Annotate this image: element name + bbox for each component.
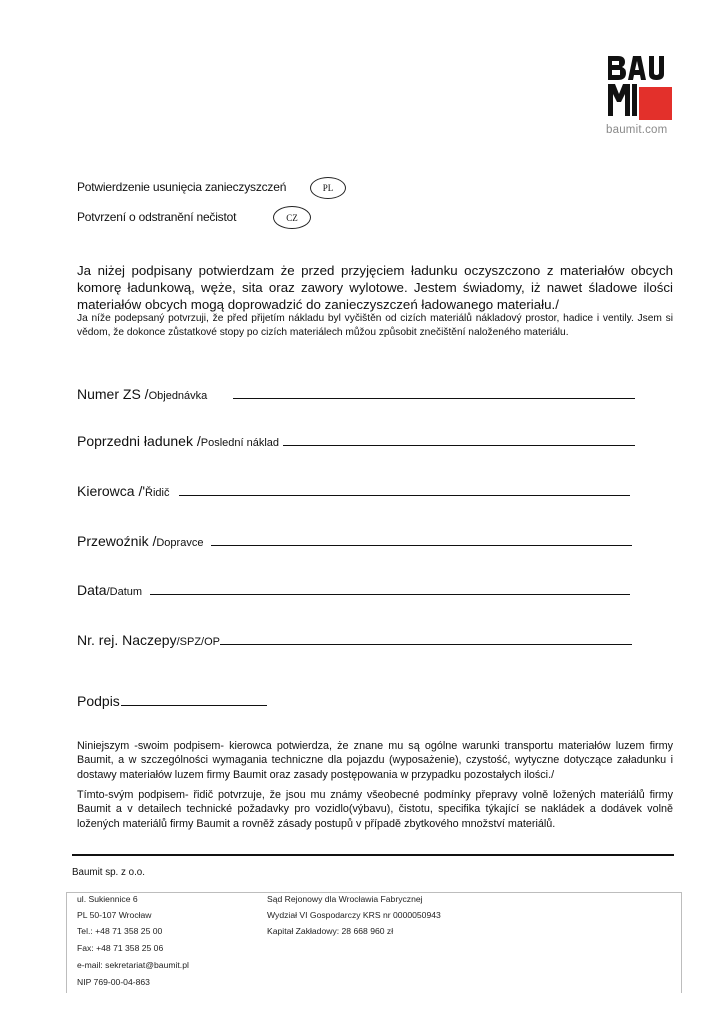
field-driver [77,483,630,499]
badge-cz: CZ [273,206,311,229]
footer-court: Sąd Rejonowy dla Wrocławia Fabrycznej [267,894,423,904]
footer-nip: NIP 769-00-04-863 [77,977,150,987]
field-label: Numer ZS / [77,386,149,402]
field-label: Nr. rej. Naczepy [77,632,177,648]
field-label: Kierowca /' [77,483,146,499]
statement-text-cz: Tímto-svým podpisem- řidič potvrzuje, že jsou mu známy všeobecné podmínky přepravy volně ložených materiálů firmy Baumit a v detailech technické požadavky pro vozidlo(výbavu), čistotu, specifika týkající se nakládek a dodávek volně ložených materiálů firmy Baumit a rovněž zásady postupů v případě zbytkového množství materiálů. [77,789,673,830]
intro-text-cz: Ja níže podepsaný potvrzuji, že před přijetím nákladu byl vyčištěn od cizích materiálů nákladový prostor, hadice i ventily. Jsem si vědom, že dokonce zůstatkové stopy po cizích materiálech můžou způsobit znečištění naloženého materiálu. [77,313,673,338]
field-input-line[interactable] [283,433,635,446]
field-signature [77,693,267,709]
intro-text-pl: Ja niżej podpisany potwierdzam że przed przyjęciem ładunku oczyszczono z materiałów obcych komorę ładunkową, węże, sita oraz zawory wylotowe. Jestem świadomy, iż nawet śladowe ilości materiałów obcych mogą doprowadzić do zanieczyszczeń ładowanego materiału./ [77,263,673,312]
field-sublabel: Objednávka [148,390,208,402]
field-input-line[interactable] [233,386,635,399]
field-date [77,582,630,598]
footer-email: e-mail: sekretariat@baumit.pl [77,960,189,970]
title-pl: Potwierdzenie usunięcia zanieczyszczeń [77,180,287,194]
field-sublabel: /SPZ/OP [176,636,220,648]
field-label: Przewoźnik / [77,533,157,549]
field-label: Podpis [77,693,120,709]
logo-url: baumit.com [606,124,668,136]
field-input-line[interactable] [211,533,632,546]
field-input-line[interactable] [150,582,630,595]
field-carrier [77,533,632,549]
title-cz: Potvrzení o odstranění nečistot [77,210,237,224]
field-label: Poprzedni ładunek / [77,433,201,449]
field-input-line[interactable] [220,632,632,645]
footer-phone: Tel.: +48 71 358 25 00 [77,926,163,936]
baumit-logo [606,54,672,120]
field-previous-load [77,433,635,449]
field-sublabel: Poslední náklad [200,437,280,449]
footer-fax: Fax: +48 71 358 25 06 [77,943,164,953]
footer-rule [72,854,674,856]
field-order-number [77,386,635,402]
field-label: Data [77,582,107,598]
logo-red-square [639,87,672,120]
footer-address: ul. Sukiennice 6 [77,894,138,904]
field-input-line[interactable] [179,483,630,496]
field-trailer-reg [77,632,632,648]
field-sublabel: Dopravce [156,537,204,549]
footer-company-name: Baumit sp. z o.o. [72,867,145,878]
field-sublabel: Řidič [145,487,170,499]
footer-krs: Wydział VI Gospodarczy KRS nr 0000050943 [267,910,441,920]
signature-input-line[interactable] [121,693,267,706]
badge-pl: PL [310,177,346,199]
footer-capital: Kapitał Zakładowy: 28 668 960 zł [267,926,394,936]
statement-text-pl: Niniejszym -swoim podpisem- kierowca potwierdza, że znane mu są ogólne warunki transportu materiałów luzem firmy Baumit, a w szczególności wymagania techniczne dla pojazdu (wyposażenie), czystość, wytyczne dotyczące załadunku i dostawy materiałów luzem firmy Baumit oraz zasady postępowania w przypadku pozostałych ilości./ [77,740,673,781]
field-sublabel: /Datum [106,586,143,598]
footer-postcode: PL 50-107 Wrocław [77,910,152,920]
